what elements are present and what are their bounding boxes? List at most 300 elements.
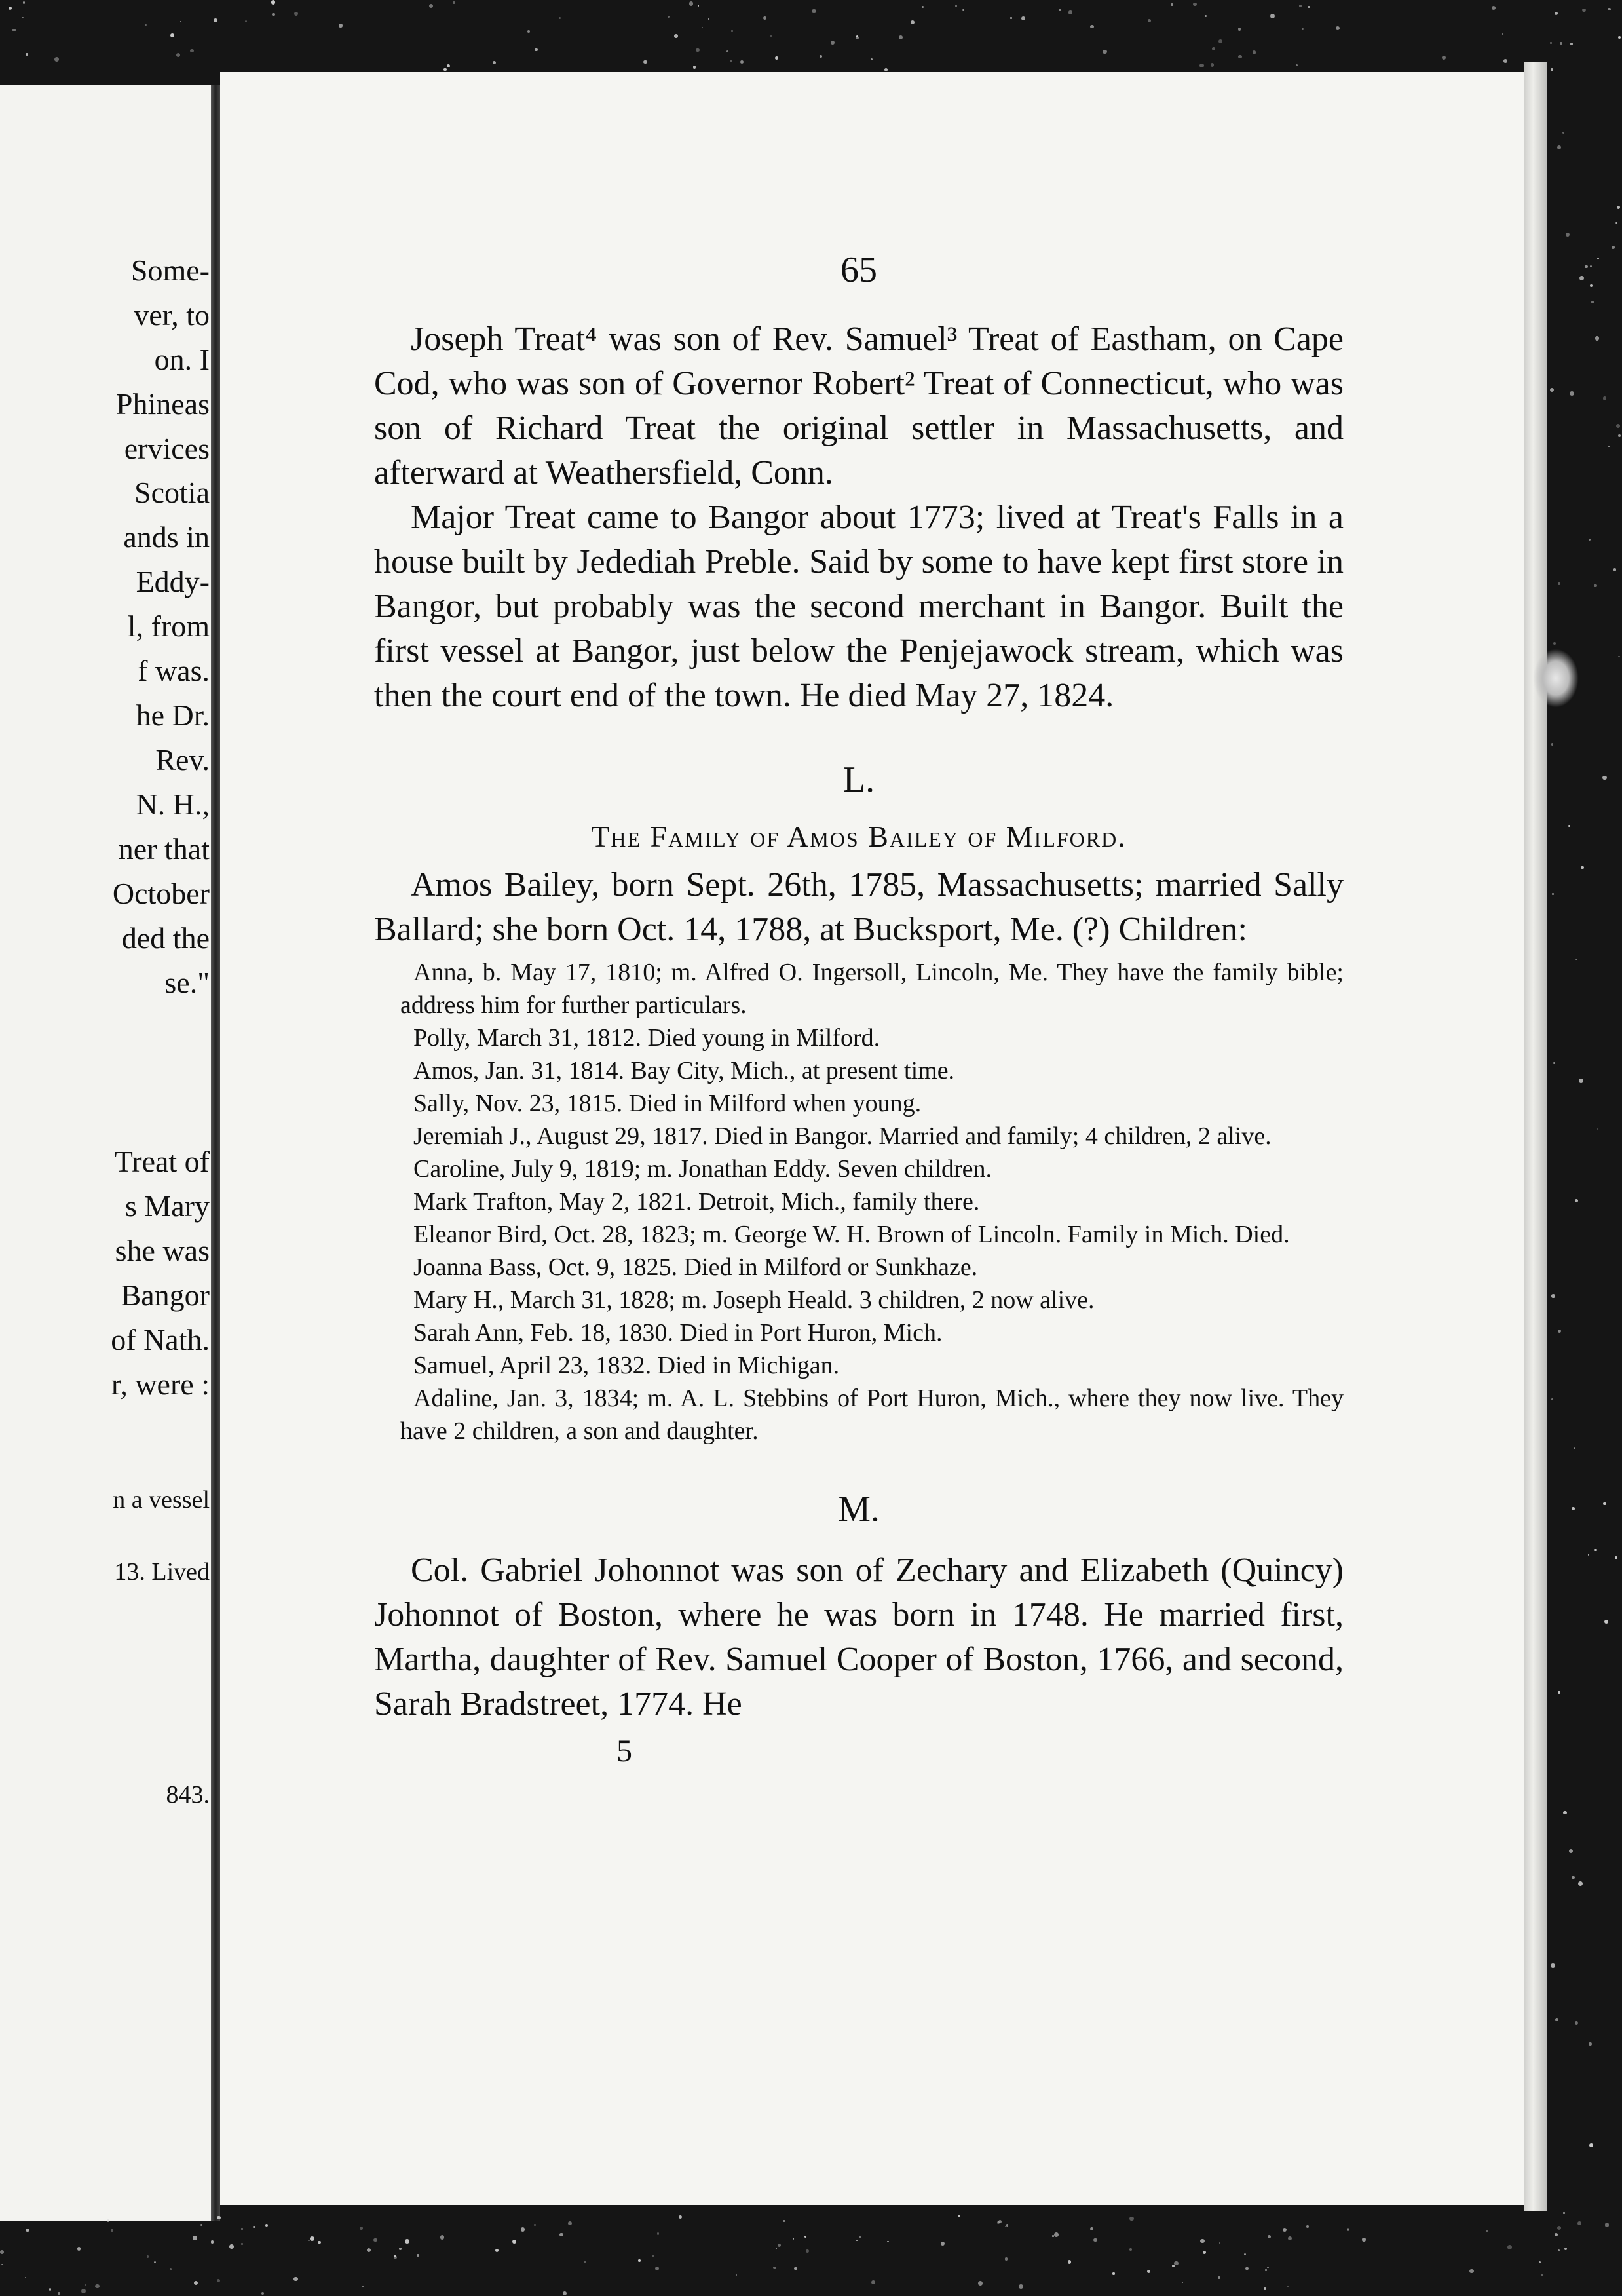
children-list (400, 956, 1344, 1447)
dust-speck (26, 2229, 29, 2232)
left-page-line: l, from (127, 609, 210, 643)
dust-speck (1551, 1294, 1555, 1298)
dust-speck (241, 2228, 243, 2230)
dust-speck (54, 57, 59, 62)
dust-speck (1200, 2239, 1205, 2244)
dust-speck (812, 9, 816, 13)
dust-speck (26, 53, 28, 56)
dust-speck (1205, 15, 1207, 17)
dust-speck (1604, 1620, 1608, 1624)
dust-speck (1588, 1554, 1589, 1555)
left-page-line: r, were : (111, 1368, 210, 1401)
left-page-line: n a vessel (113, 1486, 210, 1514)
dust-speck (763, 16, 766, 20)
left-page-line: f was. (138, 654, 210, 687)
dust-speck (978, 2281, 983, 2286)
dust-speck (1551, 1398, 1553, 1400)
dust-speck (190, 49, 193, 52)
dust-speck (689, 1, 693, 5)
dust-speck (1572, 1876, 1574, 1879)
dust-speck (1442, 56, 1446, 60)
dust-speck (1172, 2265, 1175, 2267)
dust-speck (1270, 14, 1275, 18)
dust-speck (1005, 2226, 1006, 2227)
dust-speck (1541, 2274, 1543, 2276)
dust-speck (1174, 2261, 1179, 2266)
dust-speck (360, 2227, 363, 2230)
dust-speck (22, 17, 24, 19)
dust-speck (775, 56, 778, 60)
dust-speck (512, 2240, 516, 2244)
dust-speck (1550, 388, 1554, 392)
dust-speck (778, 2244, 781, 2247)
child-entry: Jeremiah J., August 29, 1817. Died in Bangor. Married and family; 4 children, 2 alive. (413, 1122, 1272, 1150)
dust-speck (1555, 12, 1558, 15)
dust-speck (657, 2232, 660, 2235)
dust-speck (12, 29, 16, 32)
page-content (374, 249, 1344, 1769)
left-page-line: N. H., (136, 788, 210, 821)
dust-speck (85, 2284, 86, 2286)
dust-speck (1218, 2276, 1221, 2280)
dust-speck (1112, 2272, 1114, 2274)
dust-speck (1594, 584, 1596, 587)
dust-speck (1602, 776, 1607, 780)
dust-speck (25, 2277, 26, 2278)
dust-speck (1557, 145, 1561, 149)
dust-speck (1618, 656, 1620, 658)
dust-speck (1555, 2018, 1558, 2021)
left-page-line: Phineas (115, 387, 210, 421)
dust-speck (674, 34, 678, 38)
dust-speck (668, 16, 670, 18)
dust-speck (1553, 642, 1556, 645)
dust-speck (1579, 276, 1583, 280)
dust-speck (1603, 396, 1607, 400)
left-page-line: Bangor (121, 1278, 210, 1312)
dust-speck (417, 2254, 420, 2257)
child-entry: Polly, March 31, 1812. Died young in Milford. (413, 1024, 880, 1052)
dust-speck (1287, 2286, 1289, 2287)
dust-speck (1574, 1447, 1575, 1449)
dust-speck (339, 24, 343, 28)
dust-speck (261, 2292, 264, 2295)
dust-speck (708, 18, 709, 20)
child-entry: Joanna Bass, Oct. 9, 1825. Died in Milford or Sunkhaze. (413, 1253, 978, 1281)
intro-paragraph-1: Joseph Treat⁴ was son of Rev. Samuel³ Treat of Eastham, on Cape Cod, who was son of Governor Robert² Treat of Connecticut, who was son of Richard Treat the original settler in Massachusetts, and afterward at Weathersfield, Conn. (374, 320, 1344, 491)
dust-speck (245, 20, 247, 22)
dust-speck (1182, 2282, 1183, 2283)
left-page-line: Eddy- (136, 565, 210, 598)
dust-speck (559, 17, 561, 19)
dust-speck (194, 2281, 198, 2285)
dust-speck (1572, 1507, 1575, 1510)
dust-speck (211, 2240, 214, 2244)
dust-speck (962, 9, 964, 11)
left-page-line: Treat of (114, 1145, 210, 1178)
dust-speck (1238, 55, 1241, 58)
dust-speck (1147, 2270, 1150, 2273)
main-page (220, 72, 1524, 2205)
dust-speck (1005, 2257, 1008, 2260)
child-entry: Anna, b. May 17, 1810; m. Alfred O. Ingersoll, Lincoln, Me. They have the family bible; address him for further particulars. (400, 959, 1344, 1019)
dust-speck (1590, 284, 1593, 287)
dust-speck (293, 2277, 298, 2282)
dust-speck (1093, 2238, 1097, 2242)
dust-speck (399, 2248, 401, 2249)
dust-speck (1570, 391, 1574, 396)
dust-speck (265, 2224, 268, 2227)
dust-speck (453, 1, 455, 4)
dust-speck (652, 2255, 654, 2257)
dust-speck (1171, 3, 1173, 6)
dust-speck (310, 2236, 314, 2241)
dust-speck (443, 68, 446, 71)
dust-speck (1575, 959, 1577, 961)
dust-speck (1595, 336, 1600, 341)
dust-speck (200, 2224, 202, 2226)
left-page-line: on. I (154, 343, 210, 376)
dust-speck (1603, 1502, 1606, 1506)
dust-speck (783, 2220, 785, 2222)
dust-speck (559, 2233, 563, 2237)
dust-speck (1212, 47, 1215, 50)
dust-speck (1553, 1062, 1555, 1064)
dust-speck (170, 33, 174, 37)
dust-speck (997, 2221, 1000, 2224)
dust-speck (1302, 28, 1303, 29)
dust-speck (367, 2248, 371, 2252)
dust-speck (362, 2286, 364, 2287)
left-page-line: 843. (166, 1781, 210, 1808)
dust-speck (1551, 1963, 1555, 1968)
section-m-heading: M. (838, 1489, 880, 1529)
dust-speck (1558, 582, 1560, 584)
dust-speck (107, 2219, 109, 2222)
dust-speck (1245, 2267, 1248, 2270)
dust-speck (726, 50, 729, 53)
dust-speck (1579, 1079, 1583, 1083)
paper-tear (1533, 649, 1579, 708)
dust-speck (1618, 434, 1621, 437)
dust-speck (1568, 825, 1570, 826)
dust-speck (1347, 2229, 1349, 2231)
dust-speck (776, 2248, 777, 2249)
dust-speck (1539, 2261, 1541, 2263)
dust-speck (193, 2236, 197, 2240)
dust-speck (856, 35, 858, 37)
dust-speck (884, 68, 888, 71)
dust-speck (1336, 26, 1340, 30)
dust-speck (1010, 17, 1012, 19)
dust-speck (1264, 2287, 1266, 2290)
child-entry: Amos, Jan. 31, 1814. Bay City, Mich., at present time. (413, 1057, 955, 1084)
dust-speck (1578, 1881, 1583, 1886)
dust-speck (1148, 19, 1151, 22)
dust-speck (9, 7, 12, 10)
family-intro: Amos Bailey, born Sept. 26th, 1785, Massachusetts; married Sally Ballard; she born Oct. 14, 1788, at Bucksport, Me. (?) Children: (374, 866, 1344, 948)
child-entry: Samuel, April 23, 1832. Died in Michigan. (413, 1352, 840, 1379)
dust-speck (229, 2244, 234, 2249)
dust-speck (1502, 33, 1504, 35)
dust-speck (1615, 1556, 1617, 1559)
child-entry: Caroline, July 9, 1819; m. Jonathan Eddy. Seven children. (413, 1155, 992, 1183)
page-edge (1524, 62, 1547, 2211)
dust-speck (58, 2292, 61, 2295)
left-page-line: ands in (123, 520, 210, 554)
dust-speck (1591, 301, 1594, 303)
dust-speck (1021, 16, 1025, 20)
dust-speck (568, 2221, 573, 2226)
dust-speck (1617, 206, 1620, 209)
dust-speck (49, 2288, 51, 2290)
dust-speck (655, 2267, 659, 2270)
dust-speck (1597, 1128, 1598, 1130)
dust-speck (440, 2235, 445, 2240)
dust-speck (373, 2238, 377, 2242)
dust-speck (1608, 446, 1610, 447)
left-page-line: 13. Lived (114, 1558, 210, 1586)
dust-speck (859, 2236, 861, 2238)
left-page-line: ervices (124, 432, 210, 465)
dust-speck (922, 6, 924, 8)
dust-speck (1299, 5, 1302, 7)
left-page-line: ver, to (134, 298, 210, 332)
dust-speck (77, 2247, 81, 2250)
dust-speck (1581, 866, 1584, 870)
dust-speck (1585, 265, 1587, 268)
dust-speck (1608, 8, 1610, 10)
dust-speck (820, 55, 822, 58)
dust-speck (1552, 893, 1554, 895)
dust-speck (1597, 258, 1600, 260)
dust-speck (730, 60, 732, 62)
dust-speck (1615, 222, 1617, 224)
dust-speck (1562, 132, 1564, 134)
dust-speck (1563, 2212, 1565, 2214)
dust-speck (958, 2215, 960, 2217)
dust-speck (856, 2240, 858, 2241)
dust-speck (702, 27, 703, 28)
dust-speck (1589, 539, 1591, 541)
dust-speck (1503, 59, 1507, 63)
dust-speck (1, 2264, 3, 2265)
dust-speck (1238, 28, 1241, 31)
dust-speck (447, 64, 450, 67)
dust-speck (405, 2239, 409, 2244)
left-page-line: s Mary (124, 1189, 210, 1223)
dust-speck (1244, 2253, 1246, 2255)
dust-speck (806, 2249, 809, 2253)
left-page-fragment (0, 85, 216, 2221)
dust-speck (1129, 2217, 1133, 2221)
dust-speck (736, 2274, 737, 2276)
dust-speck (1605, 2223, 1609, 2227)
dust-speck (871, 2280, 875, 2284)
dust-speck (1219, 2242, 1220, 2244)
dust-speck (1612, 246, 1614, 248)
dust-speck (1582, 9, 1585, 12)
dust-speck (1469, 2269, 1473, 2273)
dust-speck (1068, 2260, 1072, 2264)
dust-speck (955, 5, 957, 7)
left-page-line: ner that (118, 832, 210, 866)
dust-speck (1589, 2042, 1591, 2045)
dust-speck (1557, 2226, 1561, 2230)
dust-speck (1486, 2230, 1488, 2232)
dust-speck (217, 2279, 220, 2282)
left-page-line: Some- (130, 254, 210, 287)
dust-speck (887, 2241, 889, 2243)
dust-speck (495, 2249, 499, 2252)
dust-speck (1555, 2233, 1558, 2236)
dust-speck (1550, 42, 1552, 44)
left-page-line: he Dr. (136, 698, 210, 732)
dust-speck (111, 2229, 113, 2232)
dust-speck (429, 4, 433, 8)
dust-speck (1054, 2232, 1059, 2237)
dust-speck (1199, 64, 1204, 68)
dust-speck (1090, 2227, 1093, 2230)
left-page-line: Rev. (155, 743, 210, 776)
signature-mark: 5 (616, 1734, 632, 1769)
dust-speck (1492, 6, 1496, 10)
dust-speck (535, 48, 538, 52)
dust-speck (804, 2236, 806, 2238)
dust-speck (1564, 2248, 1567, 2250)
dust-speck (1563, 1811, 1567, 1815)
dust-speck (217, 2216, 221, 2220)
dust-speck (1218, 39, 1223, 44)
dust-speck (1558, 1330, 1561, 1333)
page-number: 65 (840, 250, 877, 290)
dust-speck (1594, 1549, 1597, 1552)
left-page-line: Scotia (134, 476, 210, 509)
dust-speck (1267, 2267, 1268, 2268)
dust-speck (871, 58, 873, 60)
dust-speck (1288, 2236, 1292, 2241)
dust-speck (1268, 2235, 1271, 2238)
child-entry: Adaline, Jan. 3, 1834; m. A. L. Stebbins of Port Huron, Mich., where they now live. They have 2 children, a son and daughter. (400, 1385, 1344, 1445)
dust-speck (941, 2242, 945, 2246)
dust-speck (1566, 233, 1570, 237)
dust-speck (1575, 1199, 1578, 1202)
child-entry: Sally, Nov. 23, 1815. Died in Milford when young. (413, 1090, 922, 1117)
dust-speck (534, 2224, 537, 2227)
dust-speck (740, 60, 744, 64)
dust-speck (1551, 743, 1554, 746)
section-m-paragraph: Col. Gabriel Johonnot was son of Zechary and Elizabeth (Quincy) Johonnot of Boston, where he was born in 1748. He married first, Martha, daughter of Rev. Samuel Cooper of Boston, 1766, and second, Sarah Bradstreet, 1774. He (374, 1552, 1344, 1723)
dust-speck (1306, 2225, 1309, 2228)
dust-speck (793, 2238, 794, 2239)
child-entry: Sarah Ann, Feb. 18, 1830. Died in Port Huron, Mich. (413, 1319, 943, 1347)
dust-speck (1590, 265, 1592, 267)
dust-speck (1019, 2284, 1023, 2289)
dust-speck (731, 30, 733, 32)
dust-speck (1560, 42, 1562, 45)
dust-speck (911, 20, 915, 24)
dust-speck (23, 1, 25, 3)
dust-speck (1618, 36, 1621, 39)
dust-speck (154, 2261, 157, 2264)
dust-speck (1589, 2143, 1593, 2147)
dust-speck (176, 53, 180, 57)
dust-speck (638, 2259, 641, 2262)
intro-paragraph-2: Major Treat came to Bangor about 1773; lived at Treat's Falls in a house built by Jedediah Preble. Said by some to have kept first store in Bangor, but probably was the second merchant in Bangor. Built the first vessel at Bangor, just below the Penjejawock stream, which was then the court end of the town. He died May 27, 1824. (374, 499, 1344, 714)
dust-speck (1308, 6, 1310, 7)
section-l-heading: L. (842, 759, 875, 800)
dust-speck (394, 2255, 396, 2257)
dust-speck (679, 2215, 682, 2219)
left-page-line: se." (164, 966, 210, 999)
left-page-line: ded the (121, 921, 210, 955)
dust-speck (1296, 64, 1298, 66)
dust-speck (253, 2226, 255, 2228)
dust-speck (770, 35, 772, 37)
dust-speck (1211, 63, 1214, 66)
dust-speck (1253, 50, 1256, 54)
dust-speck (584, 2261, 586, 2263)
dust-speck (563, 2291, 567, 2295)
left-page-line: she was (115, 1234, 210, 1267)
dust-speck (170, 2268, 172, 2270)
dust-speck (1129, 2248, 1132, 2251)
dust-speck (214, 18, 217, 22)
child-entry: Eleanor Bird, Oct. 28, 1823; m. George W. H. Brown of Lincoln. Family in Mich. Died. (413, 1221, 1290, 1248)
dust-speck (693, 66, 696, 69)
dust-speck (1203, 2251, 1206, 2254)
dust-speck (1507, 2245, 1512, 2249)
dust-speck (493, 61, 496, 64)
dust-speck (696, 48, 700, 52)
left-page-line: of Nath. (111, 1323, 210, 1356)
dust-speck (294, 12, 298, 16)
left-page-line: October (112, 877, 210, 910)
dust-speck (1558, 1691, 1560, 1693)
dust-speck (1068, 10, 1072, 14)
dust-speck (1575, 2021, 1579, 2025)
dust-speck (1193, 3, 1196, 6)
dust-speck (1569, 1849, 1573, 1853)
dust-speck (899, 35, 903, 39)
book-gutter (211, 85, 220, 2221)
dust-speck (1558, 2249, 1560, 2251)
dust-speck (95, 2284, 100, 2289)
dust-speck (0, 2250, 4, 2254)
dust-speck (318, 2241, 321, 2244)
dust-speck (521, 2227, 525, 2232)
dust-speck (1616, 424, 1620, 428)
dust-speck (1577, 2221, 1581, 2225)
dust-speck (1551, 68, 1553, 71)
dust-speck (241, 2243, 243, 2245)
dust-speck (145, 24, 146, 26)
dust-speck (643, 60, 647, 64)
dust-speck (1059, 9, 1061, 11)
dust-speck (1090, 25, 1094, 29)
dust-speck (1265, 2269, 1267, 2271)
dust-speck (527, 30, 530, 33)
dust-speck (272, 13, 275, 16)
dust-speck (1103, 50, 1107, 54)
dust-speck (147, 2255, 149, 2257)
dust-speck (831, 41, 835, 45)
dust-speck (1006, 2224, 1009, 2227)
dust-speck (180, 21, 181, 22)
dust-speck (698, 5, 700, 7)
dust-speck (1052, 2235, 1054, 2237)
dust-speck (271, 0, 275, 4)
